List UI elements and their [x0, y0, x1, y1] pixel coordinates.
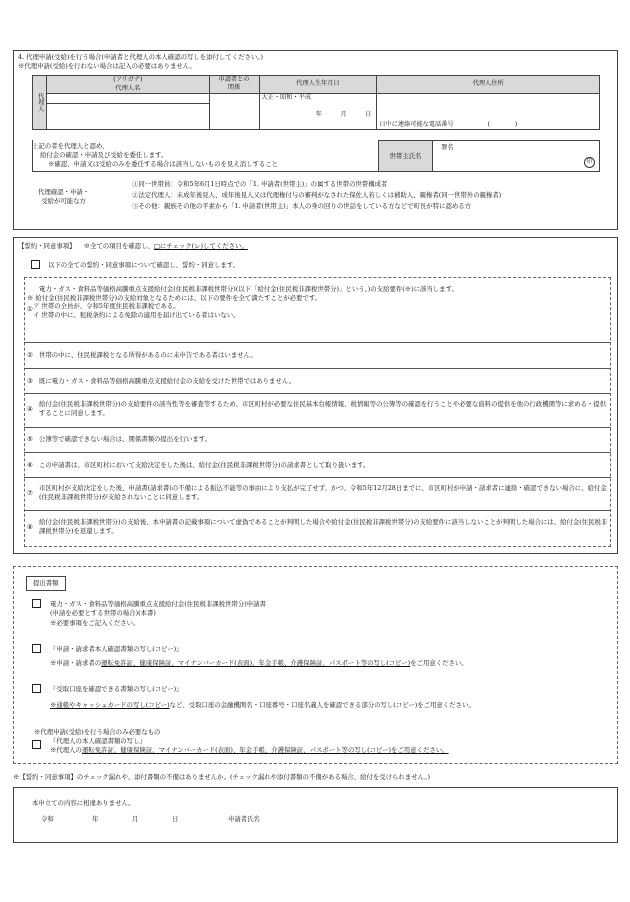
oath-item-7-text: 市区町村が支給決定をした後、申請書(請求書)の不備による振込不能等の事由により支払が完了せず、かつ、令和5年12月28日までに、市区町村が申請・請求者に連絡・確認できない場合に、給付金(住民税非課税世帯分)が支給されないことに同意します。: [39, 484, 607, 501]
eligible-label-1: 代理確認・申請・: [38, 188, 90, 196]
confirm-year: 年: [92, 815, 99, 823]
doc3-checkbox[interactable]: [32, 684, 41, 693]
doc2-note: [50, 659, 468, 668]
applicant-name-label: 申請者氏名: [228, 815, 260, 823]
agent-side-label: 代理人: [33, 76, 47, 130]
oath-item-6-text: この申請書は、市区町村において支給決定をした後は、給付金(住民税非課税世帯分)の請求書として取り扱います。: [39, 461, 370, 469]
relation-header: [209, 76, 259, 94]
doc3-note: [50, 701, 475, 710]
oath-title: 【誓約・同意事項】: [18, 242, 76, 250]
oath-item-3-text: 既に電力・ガス・食料品等価格高騰重点支援給付金の支給を受けた世帯ではありません。: [39, 377, 296, 385]
relation-label-1: 申請者との: [218, 76, 250, 83]
relation-label-2: 関係: [227, 84, 241, 92]
phone-label: 日中に連絡可能な電話番号: [379, 120, 454, 128]
doc4-checkbox[interactable]: [32, 740, 41, 749]
oath-item-4-text: 給付金(住民税非課税世帯分)の支給要件の該当性等を審査等するため、市区町村が必要な住民基本台帳情報、税情報等の公簿等の確認を行うことや必要な資料の提供を他の行政機関等に求める・提供することに同意します。: [39, 400, 607, 417]
divider: [24, 452, 611, 453]
household-head-label: 世帯主氏名: [389, 152, 422, 160]
address-header: 代理人住所: [377, 76, 600, 94]
oath-item-1-sub: ※ 給付金(住民税非課税世帯分)の支給対象となるためには、以下の要件を全て満たすことが必要です。: [27, 293, 322, 302]
birth-ymd: 年 月 日: [315, 111, 372, 119]
oath-instruction: ※全ての項目を確認し、: [83, 242, 154, 250]
divider: [24, 368, 611, 369]
docs-title: 提出書類: [26, 576, 66, 591]
eligible-item-2: ②法定代理人：未成年後見人、成年後見人又は代理権付与の審判がなされた保佐人若しくは補助人、親権者(同一世帯外の親権者): [132, 191, 502, 199]
oath-item-1: [27, 285, 611, 335]
confirm-era: 令和: [41, 815, 54, 823]
doc1-line2: (申請を必要とする世帯の場合)(本書): [50, 609, 156, 617]
section4-title: 4. 代理申請(受給)を行う場合(申請者と代理人の本人確認の写しを添付してください。): [18, 53, 263, 61]
oath-item-2-text: 世帯の中に、住民税課税となる所得があるのに未申告である者はいません。: [39, 351, 257, 359]
confirm-day: 日: [172, 815, 179, 823]
seal-icon: 印: [584, 157, 595, 168]
household-head-label-cell: [378, 140, 433, 172]
divider: [24, 393, 611, 394]
oath-item-3-num: ③: [27, 377, 33, 385]
confirm-month: 月: [132, 815, 139, 823]
delegation-line3: ※確認、申請又は受給のみを委任する場合は該当しないものを見え消しすること: [48, 160, 279, 168]
section4-note: ※代理申請(受給)を行わない場合は記入の必要はありません。: [18, 62, 196, 70]
doc3-note-post: など、受取口座の金融機関名・口座番号・口座名義人を確認できる部分の写し(コピー)をご用意ください。: [169, 701, 475, 709]
doc3-title: 『受取口座を確認できる書類の写し(コピー)』: [50, 685, 183, 693]
household-head-field[interactable]: [432, 140, 600, 172]
divider: [24, 477, 611, 478]
birth-header: 代理人生年月日: [259, 76, 377, 94]
sign-label: 署名: [441, 143, 454, 151]
eligible-label-2: 受給が可能な方: [41, 196, 86, 205]
oath-item-8-text: 給付金(住民税非課税世帯分)の支給後、本申請書の記載事項について虚偽であることが判明した場合や給付金(住民税非課税世帯分)の支給要件に該当しないことが判明した場合には、給付金(住民税非課税世帯分)を返還します。: [39, 518, 608, 535]
address-field[interactable]: [377, 94, 600, 130]
oath-instruction-underlined: □にチェック(レ)してください。: [153, 242, 248, 250]
doc4-note: ※代理申請(受給)を行う場合のみ必要なもの: [34, 728, 161, 736]
oath-item-6-num: ⑥: [27, 461, 33, 469]
doc1-line3: ※必要事項をご記入ください。: [50, 619, 140, 627]
eligible-item-1: ①同一世帯員：令和5年6月1日時点での「1. 申請者(世帯主)」の属する世帯の世帯構成者: [132, 180, 388, 188]
doc2-note-pre: ※申請・請求者の: [50, 659, 102, 667]
doc4-detail: [50, 746, 449, 755]
applicant-name-field[interactable]: [268, 811, 598, 825]
oath-item-5-num: ⑤: [27, 435, 33, 443]
oath-agree-checkbox[interactable]: [31, 260, 40, 269]
oath-item-7-num: ⑦: [27, 489, 33, 497]
divider: [24, 510, 611, 511]
delegation-box: [32, 140, 378, 172]
eligible-label: [38, 188, 89, 205]
oath-item-2-num: ②: [27, 351, 33, 359]
oath-header: [18, 242, 248, 251]
confirm-line: 本申立ての内容に相違ありません。: [32, 799, 135, 807]
doc2-checkbox[interactable]: [32, 644, 41, 653]
doc4-detail-underlined: 運転免許証、健康保険証、マイナンバーカード(表面)、年金手帳、介護保険証、パスポート等の写し(コピー)をご用意ください。: [81, 746, 449, 754]
eligible-item-3: ③その他：親族その他の平素から「1. 申請者(世帯主)」本人の身の回りの世話をしている方などで町長が特に認める方: [132, 202, 472, 210]
doc4-title: 『代理人の本人確認書類の写し』: [50, 737, 146, 745]
divider: [24, 427, 611, 428]
furigana-field[interactable]: [46, 94, 209, 104]
agent-name-label: 代理人名: [46, 85, 209, 94]
oath-item-1-main: 電力・ガス・食料品等価格高騰重点支援給付金(住民税非課税世帯分)(以下「給付金(住民税非課税世帯分)」という。)の支給要件(※)に該当します。: [39, 285, 458, 293]
furigana-label: (フリガナ): [46, 76, 209, 85]
oath-item-8-num: ⑧: [27, 523, 33, 531]
birth-eras: 大正・昭和・平成: [261, 94, 312, 101]
agent-name-field[interactable]: [46, 104, 209, 130]
bottom-note: ※【誓約・同意事項】のチェック漏れや、添付書類の不備はありませんか。(チェック漏れや添付書類の不備がある場合、給付を受けられません。): [13, 773, 431, 781]
phone-paren: ( ): [487, 120, 518, 128]
doc1-line1: 電力・ガス・食料品等価格高騰重点支援給付金(住民税非課税世帯分)申請書: [50, 600, 266, 608]
doc2-title: 『申請・請求者本人確認書類の写し(コピー)』: [50, 645, 183, 653]
oath-agree-label: 以下の全ての誓約・同意事項について確認し、誓約・同意します。: [48, 261, 240, 269]
agent-table: [32, 75, 600, 130]
doc4-detail-pre: ※代理人の: [50, 746, 82, 754]
delegation-line2: 給付金の確認・申請及び受給を委任します。: [40, 151, 168, 159]
oath-item-5-text: 公簿等で確認できない場合は、関係書類の提出を行います。: [39, 435, 212, 443]
oath-item-1-b: イ 世帯の中に、租税条約による免除の適用を届け出ている者はいない。: [33, 310, 240, 319]
oath-item-1-num: ①: [27, 305, 33, 313]
doc3-note-underlined: ※通帳やキャッシュカードの写し(コピー): [50, 701, 170, 709]
doc1-checkbox[interactable]: [32, 599, 41, 608]
divider: [24, 342, 611, 343]
delegation-line1: 上記の者を代理人と認め、: [32, 142, 109, 150]
oath-item-4-num: ④: [27, 405, 33, 413]
doc2-note-post: をご用意ください。: [410, 659, 468, 667]
birth-field[interactable]: [259, 94, 377, 130]
doc2-note-underlined: 運転免許証、健康保険証、マイナンバーカード(表面)、年金手帳、介護保険証、パスポート等の写し(コピー): [101, 659, 411, 667]
oath-item-1-a: ア 世帯の全員が、令和5年度住民税非課税である。: [33, 302, 180, 311]
relation-field[interactable]: [209, 94, 259, 130]
